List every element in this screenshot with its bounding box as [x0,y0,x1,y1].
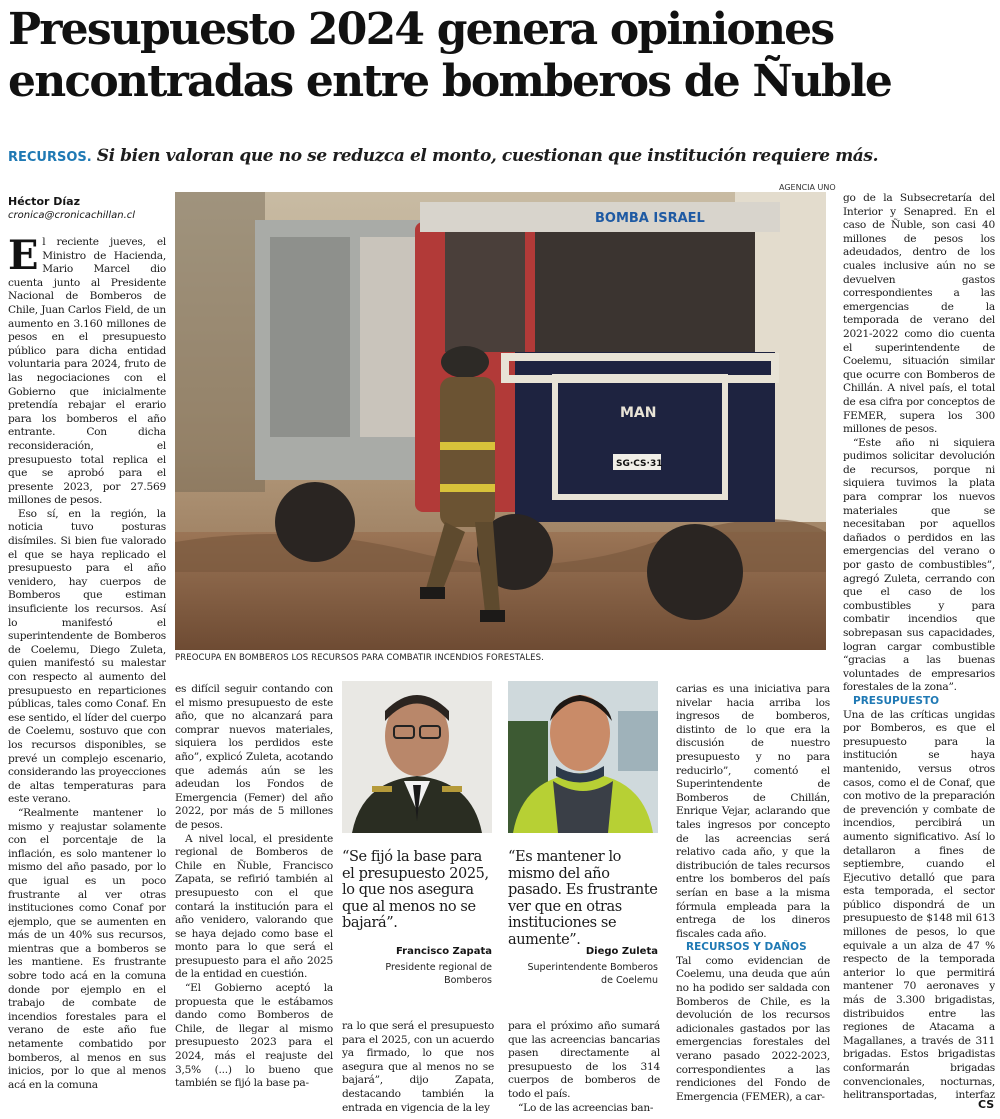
dropcap: E [8,236,39,279]
paragraph: para el próximo año sumará que las acreencias bancarias pasen directamente al presupuesto de los 314 cuerpos de bomberos de todo el país. [508,1020,660,1100]
paragraph: A nivel local, el presidente regional de Bomberos de Chile en Ñuble, Francisco Zapata, se refirió también al presupuesto con el que contará la institución para el año venidero, valorando que se haya dejado como base el monto para lo que será el presupuesto para el año 2025 de la entidad en cuestión. [175,832,333,981]
end-mark: CS [978,1098,995,1111]
quote-name-zapata: Francisco Zapata [395,946,492,957]
photo-caption: PREOCUPA EN BOMBEROS LOS RECURSOS PARA COMBATIR INCENDIOS FORESTALES. [175,653,544,663]
truck-label: BOMBA ISRAEL [595,211,705,226]
paragraph: go de la Subsecretaría del Interior y Senapred. En el caso de Ñuble, son casi 40 millones de pesos los adeudados, dentro de los cuales inclusive aún no se devuelven gastos correspondientes a las emergencias de la temporada de verano del 2021-2022 como dio cuenta el superintendente de Coelemu, situación similar que ocurre con Bomberos de Chillán. A nivel país, el total de esa cifra por conceptos de FEMER, supera los 300 millones de pesos. [843,192,995,436]
photo-credit: AGENCIA UNO [779,183,836,192]
portrait-francisco-zapata [342,681,492,833]
paragraph: carias es una iniciativa para nivelar hacia arriba los ingresos de bomberos, distinto de lo que era la discusión de nuestro presupuesto y no para reducirlo”, comentó el Superintendente de Bomberos de Chillán, Enrique Vejar, aclarando que tales ingresos por concepto de las acreencias será relativo cada año, y que la distribución de tales recursos entre los bomberos del país serían en base a la misma fórmula empleada para la entrega de los dineros fiscales cada año. [676,683,830,940]
paragraph: es difícil seguir contando con el mismo presupuesto de este año, que no alcanzará para comprar nuevos materiales, siquiera los perdidos este año”, explicó Zuleta, acotando que además aún se les adeudan los Fondos de Emergencia (Femer) del año 2022, por más de 5 millones de pesos. [175,683,333,831]
author: Héctor Díaz [8,195,80,208]
author-email[interactable]: cronica@cronicachillan.cl [8,210,136,221]
column-4-tail [508,1020,660,1115]
paragraph: “Realmente mantener lo mismo y reajustar solamente con el porcentaje de la inflación, es solo mantener lo mismo del año pasado, por lo que igual es un poco frustrante al ver otras instituciones como Conaf por ejemplo, que se aumenten en más de un 40% sus recursos, mientras que a bomberos se les mantiene. Es frustrante sobre todo acá en la comuna donde por ejemplo en el trabajo de combate de incendios forestales para el verano de este año fue netamente combatido por bomberos, al menos en sus inicios, por lo que al menos acá en la comuna [8,806,166,1091]
subheading-presupuesto: PRESUPUESTO [853,694,940,707]
truck-plate: SG·CS·31 [616,459,663,469]
quote-role-zuleta: Superintendente Bomberos de Coelemu [527,962,658,986]
paragraph: ra lo que será el presupuesto para el 2025, con un acuerdo ya firmado, lo que nos asegura que al menos no se bajará”, dijo Zapata, destacando también la entrada en vigencia de la ley [342,1020,494,1114]
column-6 [843,192,995,1102]
column-1 [8,236,166,1114]
subheading-recursos-y-danos: RECURSOS Y DAÑOS [686,941,807,954]
paragraph: Eso sí, en la región, la noticia tuvo posturas disímiles. Si bien fue valorado el que se haya replicado el presupuesto para el año venidero, hay cuerpos de Bomberos que estiman insuficiente los recursos. Así lo manifestó el superintendente de Bomberos de Coelemu, Diego Zuleta, quien manifestó su malestar con respecto al aumento del presupuesto en reparticiones públicas, tales como Conaf. En ese sentido, el líder del cuerpo de Coelemu, sostuvo que con los recursos disponibles, se prevé un complejo escenario, considerando las proyecciones de altas temperaturas para este verano. [8,507,166,806]
paragraph: “El Gobierno aceptó la propuesta que le estábamos dando como Bomberos de Chile, de llegar al mismo presupuesto 2023 para el 2024, más el reajuste del 3,5% (...) lo bueno que también se fijó la base pa- [175,982,333,1090]
kicker: RECURSOS. [8,150,92,165]
column-5 [676,683,830,1115]
paragraph-text: l reciente jueves, el Ministro de Hacienda, Mario Marcel dio cuenta junto al Presidente Nacional de Bomberos de Chile, Juan Carlos Field, de un aumento en 3.160 millones de pesos en el presupuesto público para dicha entidad voluntaria para 2024, fruto de las negociaciones con el Gobierno que inicialmente pretendía rebajar el erario para los bomberos el año entrante. Con dicha reconsideración, el presupuesto total replica el que se aprobó para el presente 2023, por 27.569 millones de pesos. [8,236,166,507]
deck [8,146,998,166]
pull-quote-zapata: “Se fijó la base para el presupuesto 2025, lo que nos asegura que al menos no se bajará”. [342,849,489,931]
paragraph: “Este año ni siquiera pudimos solicitar devolución de recursos, porque ni siquiera tuvimos la plata para comprar los nuevos materiales que se necesitaban por aquellos dañados o perdidos en las emergencias del verano o por gasto de combustibles”, agregó Zuleta, cerrando con que el caso de los combustibles y para combatir incendios que sobrepasan sus capacidades, logran cargar combustible “gracias a las buenas voluntades de empresarios forestales de la zona”. [843,436,995,694]
truck-brand: MAN [620,405,657,421]
headline: Presupuesto 2024 genera opiniones encontradas entre bomberos de Ñuble [8,4,892,107]
paragraph [8,236,166,508]
quote-role-zapata: Presidente regional de Bomberos [385,962,492,986]
quote-name-zuleta: Diego Zuleta [585,946,658,957]
pull-quote-zuleta: “Es mantener lo mismo del año pasado. Es frustrante ver que en otras instituciones se aumente”. [508,849,658,948]
paragraph: “Lo de las acreencias ban- [518,1101,654,1114]
column-3-tail [342,1020,494,1115]
deck-text: Si bien valoran que no se reduzca el monto, cuestionan que institución requiere más. [96,146,879,166]
paragraph: Una de las críticas ungidas por Bomberos, es que el presupuesto para la institución se haya mantenido, versus otros casos, como el de Conaf, que con motivo de la preparación de prevención y combate de incendios, percibirá un aumento significativo. Así lo detallaron a fines de septiembre, cuando el Ejecutivo detalló que para esta temporada, el sector público dispondrá de un presupuesto de $148 mil 613 millones de pesos, lo que equivale a un alza de 47 % respecto de la temporada anterior lo que permitirá mantener 70 aeronaves y más de 3.300 brigadistas, distribuidos entre las regiones de Atacama a Magallanes, a través de 311 brigadas. Estos brigadistas conformarán brigadas convencionales, nocturnas, helitransportadas, interfaz [843,708,995,1102]
fire-truck-photo [175,192,826,650]
portrait-diego-zuleta [508,681,658,833]
paragraph: Tal como evidencian de Coelemu, una deuda que aún no ha podido ser saldada con Bomberos de Chile, es la devolución de los recursos adicionales gastados por las emergencias forestales del verano pasado 2022-2023, correspondientes a las rendiciones del Fondo de Emergencia (FEMER), a car- [676,954,830,1103]
column-2 [175,683,333,1115]
